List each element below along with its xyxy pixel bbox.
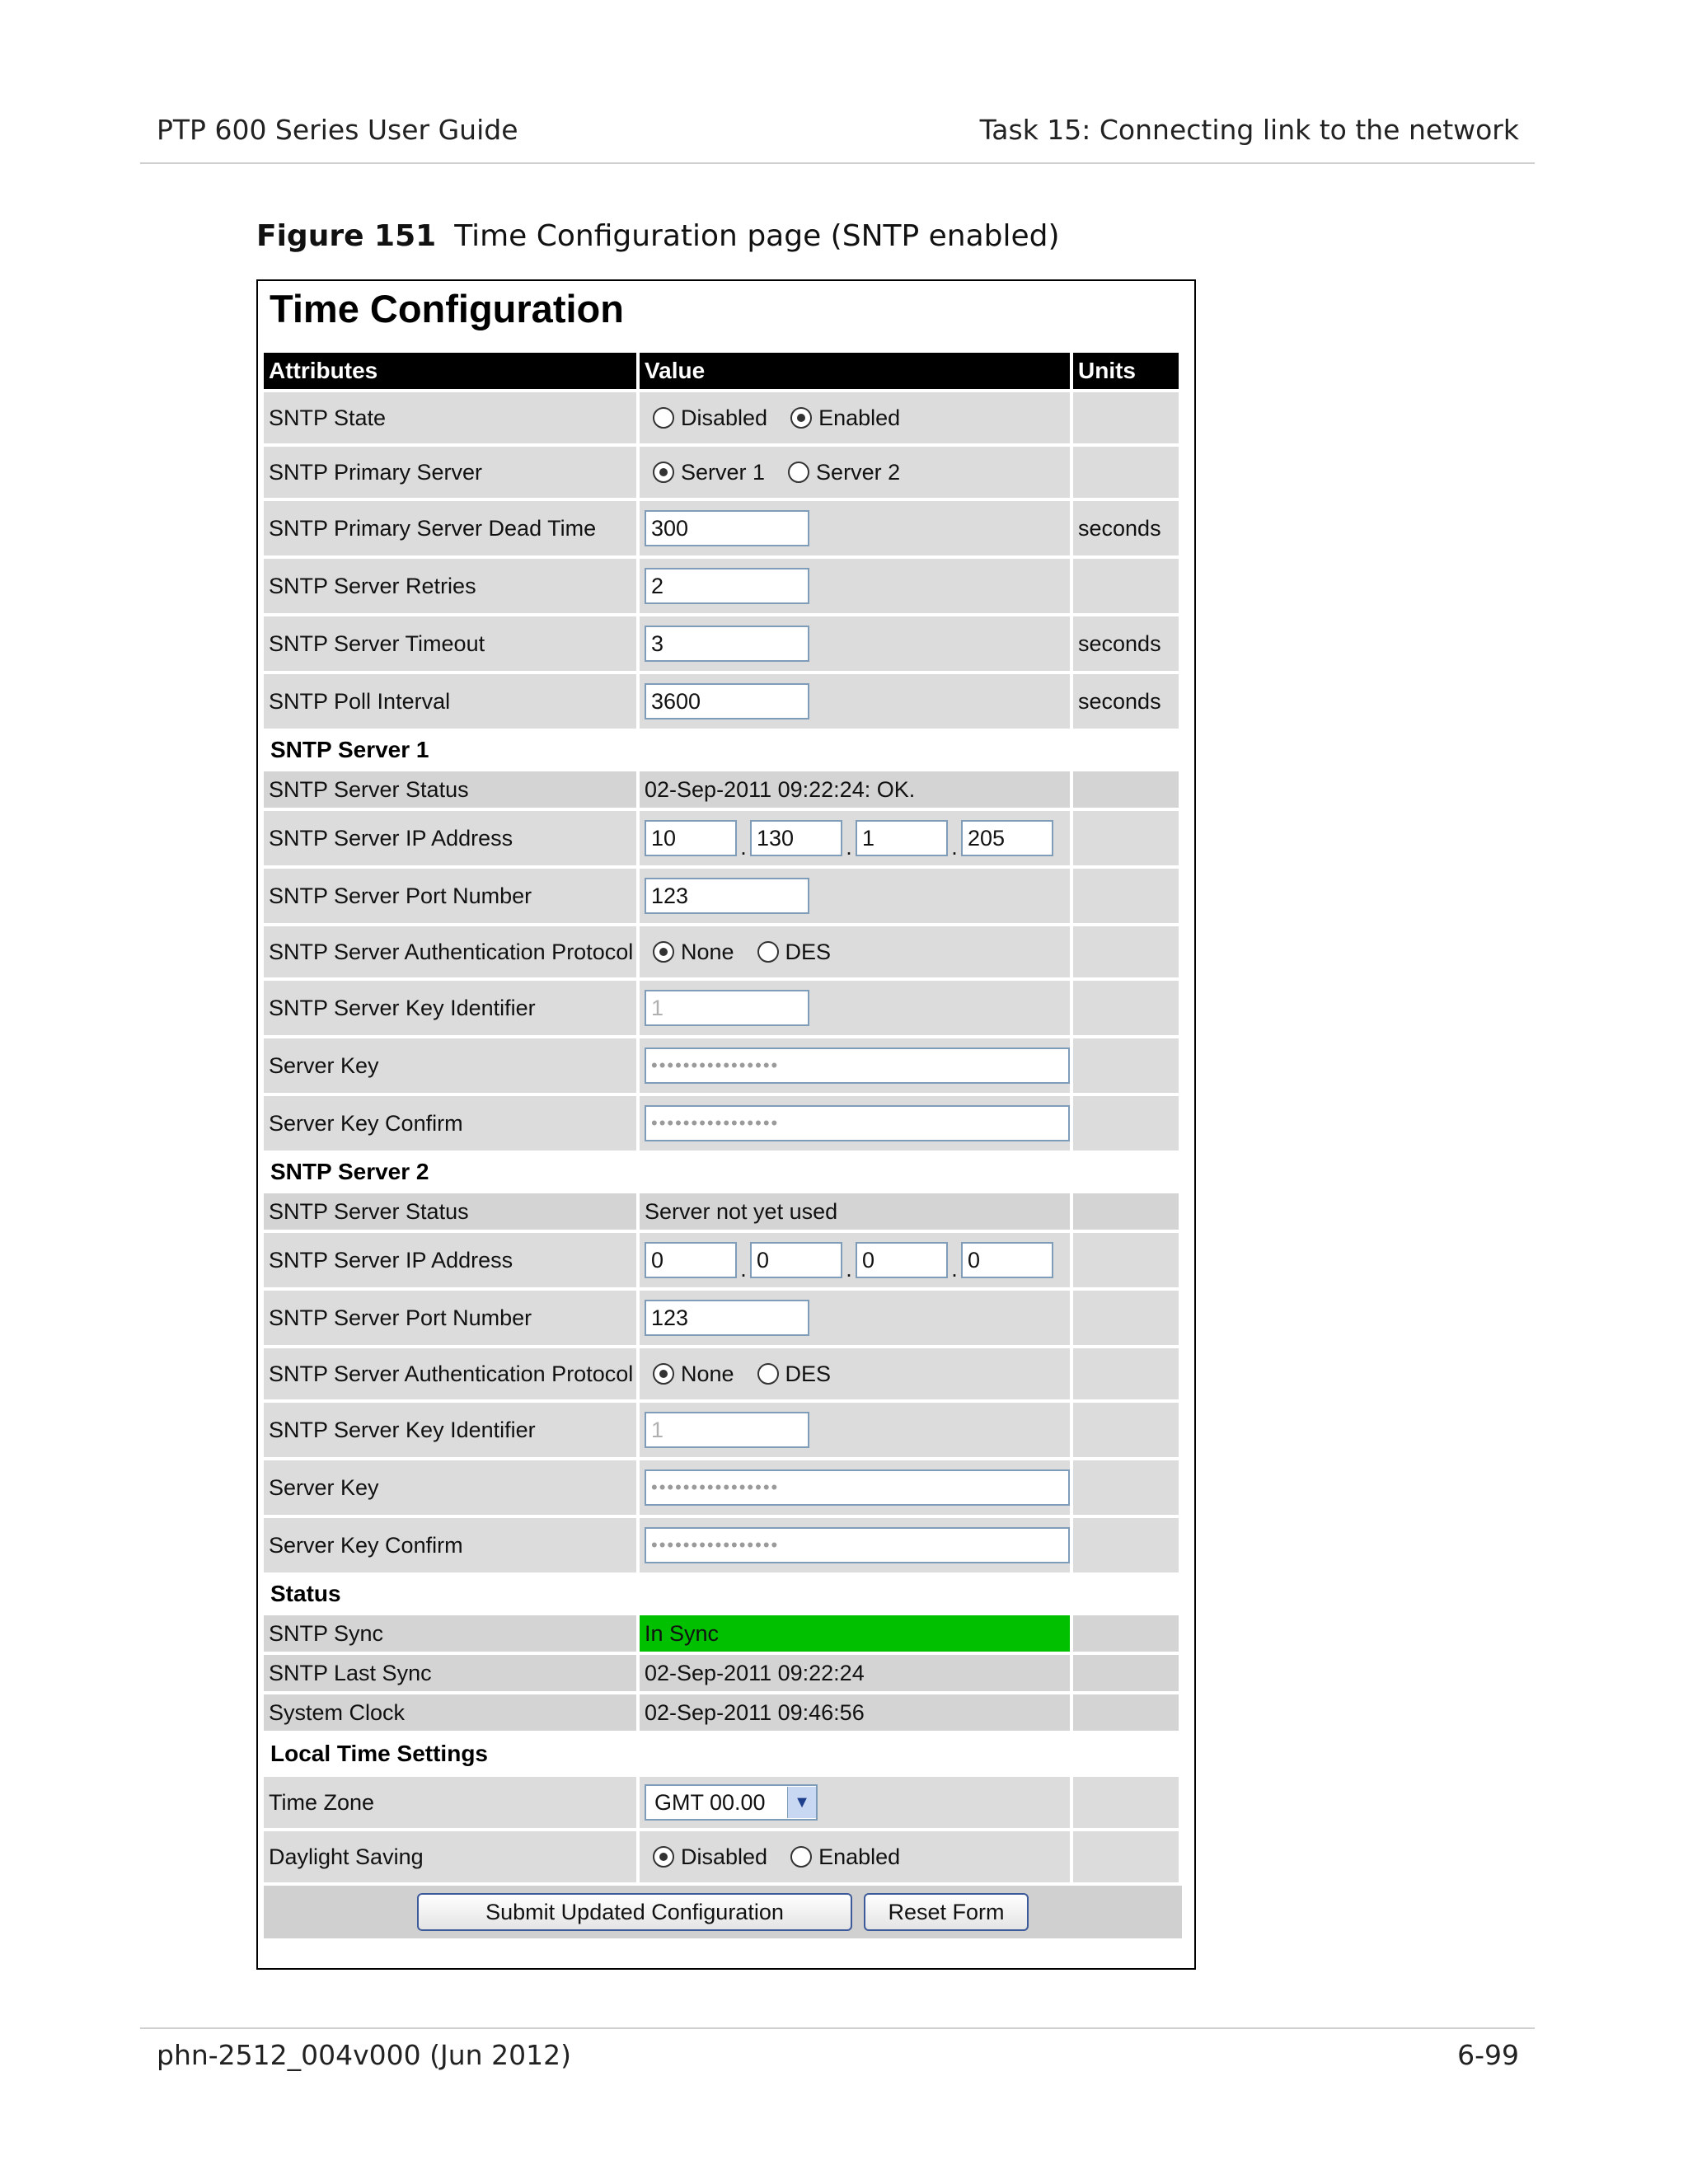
sntp-sync-status: In Sync	[640, 1615, 1070, 1652]
row-label: SNTP Server Key Identifier	[264, 981, 636, 1035]
radio-auth-des[interactable]	[749, 1361, 832, 1387]
server2-port-input[interactable]: 123	[645, 1300, 809, 1336]
page-number: 6-99	[1457, 2039, 1519, 2071]
table-row	[264, 1777, 1182, 1828]
server2-auth-radio-group	[640, 1348, 1070, 1399]
row-label: Daylight Saving	[264, 1831, 636, 1882]
row-label: SNTP Sync	[264, 1615, 636, 1652]
radio-button-selected-icon	[790, 407, 812, 429]
server2-status-value: Server not yet used	[640, 1193, 1070, 1230]
server1-key-confirm-input[interactable]	[645, 1105, 1070, 1141]
row-label: System Clock	[264, 1694, 636, 1731]
radio-button-icon	[653, 407, 674, 429]
row-units: seconds	[1073, 674, 1179, 729]
row-label: SNTP Server Port Number	[264, 869, 636, 923]
row-units	[1073, 1291, 1179, 1345]
table-row	[264, 869, 1182, 923]
row-units	[1073, 869, 1179, 923]
figure-number: Figure 151	[256, 219, 437, 253]
table-row	[264, 1348, 1182, 1399]
row-label: SNTP Server Status	[264, 1193, 636, 1230]
running-header-title: PTP 600 Series User Guide	[157, 114, 518, 146]
row-label: SNTP Server Key Identifier	[264, 1403, 636, 1457]
masked-password: ••••••••••••••••	[651, 1535, 780, 1555]
row-units	[1073, 926, 1179, 977]
row-label: SNTP Server Authentication Protocol	[264, 926, 636, 977]
column-header-units: Units	[1073, 353, 1179, 389]
row-units: seconds	[1073, 616, 1179, 671]
ip-octet-input[interactable]: 0	[961, 1242, 1053, 1278]
time-zone-select[interactable]	[645, 1784, 818, 1821]
radio-label: DES	[785, 1361, 832, 1386]
row-label: SNTP Server IP Address	[264, 811, 636, 865]
row-units	[1073, 811, 1179, 865]
row-label: Server Key Confirm	[264, 1518, 636, 1572]
select-value: GMT 00.00	[654, 1789, 766, 1815]
row-units	[1073, 447, 1179, 498]
row-label: SNTP Server Retries	[264, 559, 636, 613]
radio-button-selected-icon	[653, 941, 674, 963]
ip-octet-input[interactable]: 0	[856, 1242, 948, 1278]
radio-label: Enabled	[818, 405, 901, 430]
row-label: Server Key	[264, 1038, 636, 1093]
daylight-saving-radio-group	[640, 1831, 1070, 1882]
row-label: Server Key	[264, 1460, 636, 1515]
ip-octet-input[interactable]: 130	[750, 820, 842, 856]
ip-separator: .	[846, 835, 852, 860]
poll-interval-input[interactable]: 3600	[645, 683, 809, 719]
ip-octet-input[interactable]: 10	[645, 820, 737, 856]
row-units	[1073, 1777, 1179, 1828]
radio-dst-disabled[interactable]	[645, 1844, 767, 1870]
masked-password: ••••••••••••••••	[651, 1477, 780, 1497]
section-heading: Local Time Settings	[270, 1741, 488, 1766]
reset-form-button[interactable]: Reset Form	[864, 1893, 1029, 1931]
section-heading: SNTP Server 2	[270, 1159, 429, 1184]
ip-octet-input[interactable]: 1	[856, 820, 948, 856]
server2-key-confirm-input[interactable]	[645, 1527, 1070, 1563]
radio-sntp-enabled[interactable]	[782, 405, 900, 431]
footer-divider	[140, 2027, 1535, 2029]
server1-status-value: 02-Sep-2011 09:22:24: OK.	[640, 771, 1070, 808]
ip-octet-input[interactable]: 0	[645, 1242, 737, 1278]
table-row	[264, 501, 1182, 555]
row-units	[1073, 1655, 1179, 1691]
table-row	[264, 1831, 1182, 1882]
server2-key-id-input[interactable]: 1	[645, 1412, 809, 1448]
server1-ip-field	[640, 811, 1070, 865]
submit-configuration-button[interactable]: Submit Updated Configuration	[417, 1893, 852, 1931]
row-units	[1073, 981, 1179, 1035]
masked-password: ••••••••••••••••	[651, 1113, 780, 1133]
column-header-attributes: Attributes	[264, 353, 636, 389]
row-units: seconds	[1073, 501, 1179, 555]
radio-auth-des[interactable]	[749, 940, 832, 965]
running-header-section: Task 15: Connecting link to the network	[979, 114, 1519, 146]
radio-label: Disabled	[681, 405, 768, 430]
dead-time-input[interactable]: 300	[645, 510, 809, 546]
row-units	[1073, 1038, 1179, 1093]
ip-octet-input[interactable]: 205	[961, 820, 1053, 856]
screenshot-frame	[256, 279, 1196, 1970]
table-row	[264, 1403, 1182, 1457]
radio-label: None	[681, 939, 734, 964]
row-label: SNTP Server Port Number	[264, 1291, 636, 1345]
server1-port-input[interactable]: 123	[645, 878, 809, 914]
radio-auth-none[interactable]	[645, 940, 734, 965]
column-header-value: Value	[640, 353, 1070, 389]
table-row	[264, 1038, 1182, 1093]
row-label: SNTP Server Authentication Protocol	[264, 1348, 636, 1399]
row-units	[1073, 771, 1179, 808]
radio-button-icon	[757, 941, 779, 963]
server1-key-id-input[interactable]: 1	[645, 990, 809, 1026]
table-row	[264, 1615, 1182, 1652]
table-row	[264, 447, 1182, 498]
row-units	[1073, 1096, 1179, 1151]
config-table	[264, 353, 1182, 1938]
sntp-state-radio-group	[640, 392, 1070, 443]
row-label: SNTP Poll Interval	[264, 674, 636, 729]
table-row	[264, 1460, 1182, 1515]
last-sync-value: 02-Sep-2011 09:22:24	[640, 1655, 1070, 1691]
primary-server-radio-group	[640, 447, 1070, 498]
radio-button-icon	[788, 462, 809, 483]
row-label: SNTP Last Sync	[264, 1655, 636, 1691]
masked-password: ••••••••••••••••	[651, 1055, 780, 1076]
table-row	[264, 926, 1182, 977]
row-units	[1073, 1615, 1179, 1652]
table-row	[264, 616, 1182, 671]
radio-button-selected-icon	[653, 1363, 674, 1385]
retries-input[interactable]: 2	[645, 568, 809, 604]
row-label: SNTP Server Timeout	[264, 616, 636, 671]
header-divider	[140, 162, 1535, 164]
ip-separator: .	[951, 1257, 958, 1282]
radio-button-icon	[790, 1846, 812, 1868]
row-label: SNTP Server Status	[264, 771, 636, 808]
table-row	[264, 811, 1182, 865]
server1-auth-radio-group	[640, 926, 1070, 977]
section-heading: Status	[270, 1581, 341, 1606]
row-label: Time Zone	[264, 1777, 636, 1828]
row-units	[1073, 392, 1179, 443]
table-row	[264, 771, 1182, 808]
radio-label: Disabled	[681, 1844, 768, 1869]
table-row	[264, 1291, 1182, 1345]
radio-label: DES	[785, 939, 832, 964]
row-units	[1073, 1233, 1179, 1287]
row-units	[1073, 1348, 1179, 1399]
row-units	[1073, 1694, 1179, 1731]
table-row	[264, 1193, 1182, 1230]
server2-key-input[interactable]	[645, 1469, 1070, 1506]
radio-server-1[interactable]	[645, 460, 765, 485]
server2-ip-field	[640, 1233, 1070, 1287]
radio-sntp-disabled[interactable]	[645, 405, 767, 431]
row-label: Server Key Confirm	[264, 1096, 636, 1151]
row-units	[1073, 1518, 1179, 1572]
ip-separator: .	[951, 835, 958, 860]
row-label: SNTP Primary Server	[264, 447, 636, 498]
figure-title: Time Configuration page (SNTP enabled)	[454, 219, 1060, 253]
radio-label: Server 1	[681, 459, 766, 485]
chevron-down-icon[interactable]: ▼	[787, 1787, 816, 1818]
radio-label: Server 2	[816, 459, 901, 485]
table-row	[264, 981, 1182, 1035]
radio-label: Enabled	[818, 1844, 901, 1869]
server1-key-input[interactable]	[645, 1047, 1070, 1084]
row-label: SNTP Server IP Address	[264, 1233, 636, 1287]
radio-button-icon	[757, 1363, 779, 1385]
table-row	[264, 1518, 1182, 1572]
table-row	[264, 1655, 1182, 1691]
table-header-row	[264, 353, 1182, 389]
row-units	[1073, 1831, 1179, 1882]
radio-button-selected-icon	[653, 462, 674, 483]
ip-separator: .	[846, 1257, 852, 1282]
row-units	[1073, 1460, 1179, 1515]
row-units	[1073, 1403, 1179, 1457]
ip-separator: .	[740, 1257, 747, 1282]
button-bar	[264, 1886, 1182, 1938]
table-row	[264, 1096, 1182, 1151]
row-label: SNTP Primary Server Dead Time	[264, 501, 636, 555]
table-row	[264, 674, 1182, 729]
radio-dst-enabled[interactable]	[782, 1844, 900, 1870]
table-row	[264, 392, 1182, 443]
ip-separator: .	[740, 835, 747, 860]
table-row	[264, 1233, 1182, 1287]
radio-button-selected-icon	[653, 1846, 674, 1868]
row-units	[1073, 1193, 1179, 1230]
table-row	[264, 559, 1182, 613]
row-units	[1073, 559, 1179, 613]
section-heading: SNTP Server 1	[270, 737, 429, 762]
radio-label: None	[681, 1361, 734, 1386]
page-title: Time Configuration	[270, 287, 624, 330]
table-row	[264, 1694, 1182, 1731]
system-clock-value: 02-Sep-2011 09:46:56	[640, 1694, 1070, 1731]
radio-server-2[interactable]	[780, 460, 900, 485]
figure-caption	[256, 219, 1060, 253]
document-id: phn-2512_004v000 (Jun 2012)	[157, 2039, 571, 2071]
ip-octet-input[interactable]: 0	[750, 1242, 842, 1278]
timeout-input[interactable]: 3	[645, 626, 809, 662]
row-label: SNTP State	[264, 392, 636, 443]
radio-auth-none[interactable]	[645, 1361, 734, 1387]
